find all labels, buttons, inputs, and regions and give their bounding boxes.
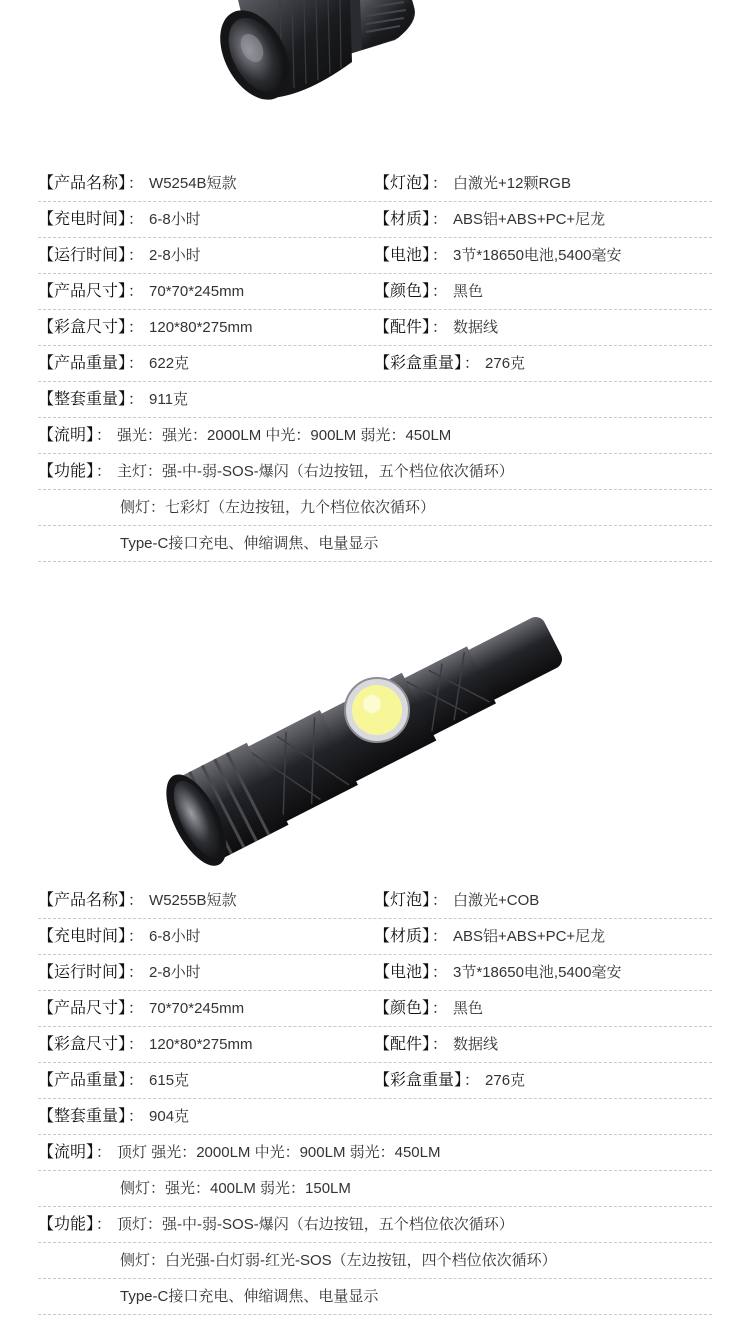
spec-row bbox=[38, 310, 712, 346]
spec-left-value: 911克 bbox=[149, 391, 188, 408]
function-line: Type-C接口充电、伸缩调焦、电量显示 bbox=[120, 535, 379, 552]
function-colon: ： bbox=[96, 1216, 112, 1233]
spec-right-label: 【彩盒重量】 bbox=[374, 1072, 463, 1089]
spec-left-colon: ： bbox=[128, 319, 144, 336]
spec-row bbox=[38, 919, 712, 955]
spec-left-value: 6-8小时 bbox=[149, 211, 201, 228]
spec-row bbox=[38, 382, 712, 418]
spec-row bbox=[38, 991, 712, 1027]
spec-left-label: 【彩盒尺寸】 bbox=[38, 1036, 127, 1053]
spec-left-colon: ： bbox=[128, 211, 144, 228]
product-image-2 bbox=[0, 590, 750, 870]
spec-left-label: 【运行时间】 bbox=[38, 247, 127, 264]
spec-left-cell bbox=[38, 1027, 252, 1063]
spec-left-cell bbox=[38, 238, 201, 274]
spec-row bbox=[38, 1063, 712, 1099]
spec-left-label: 【整套重量】 bbox=[38, 391, 127, 408]
spec-right-colon: ： bbox=[432, 211, 448, 228]
function-row bbox=[38, 490, 712, 526]
flashlight-1-illustration bbox=[0, 0, 750, 170]
spec-left-value: 615克 bbox=[149, 1072, 190, 1089]
function-line: Type-C接口充电、伸缩调焦、电量显示 bbox=[120, 1288, 379, 1305]
spec-right-cell bbox=[374, 346, 525, 382]
lumen-row bbox=[38, 418, 712, 454]
spec-row bbox=[38, 1027, 712, 1063]
lumen-row bbox=[38, 1171, 712, 1207]
spec-left-cell bbox=[38, 1099, 189, 1135]
spec-left-value: 120*80*275mm bbox=[149, 319, 253, 336]
function-row bbox=[38, 1279, 712, 1315]
spec-right-colon: ： bbox=[432, 892, 448, 909]
lumen-label: 【流明】 bbox=[38, 1144, 95, 1161]
spec-right-label: 【配件】 bbox=[374, 319, 431, 336]
spec-right-value: 3节*18650电池,5400毫安 bbox=[453, 247, 622, 264]
spec-left-colon: ： bbox=[128, 247, 144, 264]
spec-left-colon: ： bbox=[128, 964, 144, 981]
spec-row bbox=[38, 955, 712, 991]
function-line: 主灯：强-中-弱-SOS-爆闪（右边按钮，五个档位依次循环） bbox=[117, 463, 514, 480]
spec-left-colon: ： bbox=[128, 1072, 144, 1089]
spec-right-label: 【彩盒重量】 bbox=[374, 355, 463, 372]
spec-right-colon: ： bbox=[464, 355, 480, 372]
spec-left-colon: ： bbox=[128, 892, 144, 909]
spec-row bbox=[38, 883, 712, 919]
function-row bbox=[38, 526, 712, 562]
spec-right-cell bbox=[374, 274, 483, 310]
spec-right-label: 【材质】 bbox=[374, 928, 431, 945]
spec-right-cell bbox=[374, 310, 498, 346]
function-cell bbox=[38, 454, 514, 490]
spec-right-value: ABS铝+ABS+PC+尼龙 bbox=[453, 211, 606, 228]
spec-left-colon: ： bbox=[128, 1108, 144, 1125]
flashlight-1-body bbox=[206, 0, 415, 111]
spec-left-label: 【产品重量】 bbox=[38, 1072, 127, 1089]
spec-right-cell bbox=[374, 166, 571, 202]
spec-row bbox=[38, 274, 712, 310]
spec-row bbox=[38, 166, 712, 202]
function-row bbox=[38, 1207, 712, 1243]
spec-left-label: 【充电时间】 bbox=[38, 928, 127, 945]
spec-right-label: 【颜色】 bbox=[374, 283, 431, 300]
spec-left-cell bbox=[38, 202, 201, 238]
spec-right-colon: ： bbox=[432, 247, 448, 264]
spec-left-label: 【产品名称】 bbox=[38, 175, 127, 192]
spec-right-colon: ： bbox=[432, 283, 448, 300]
spec-left-value: 904克 bbox=[149, 1108, 190, 1125]
spec-left-value: 70*70*245mm bbox=[149, 1000, 245, 1017]
spec-row bbox=[38, 238, 712, 274]
spec-left-cell bbox=[38, 382, 188, 418]
spec-right-label: 【电池】 bbox=[374, 247, 431, 264]
spec-right-cell bbox=[374, 238, 621, 274]
spec-right-value: 白激光+12颗RGB bbox=[453, 175, 571, 192]
spec-right-value: 白激光+COB bbox=[453, 892, 540, 909]
spec-left-label: 【运行时间】 bbox=[38, 964, 127, 981]
spec-left-value: W5254B短款 bbox=[149, 175, 237, 192]
lumen-colon: ： bbox=[96, 427, 112, 444]
spec-left-label: 【产品尺寸】 bbox=[38, 283, 127, 300]
spec-left-colon: ： bbox=[128, 283, 144, 300]
spec-right-colon: ： bbox=[432, 319, 448, 336]
lumen-line: 强光：强光：2000LM 中光：900LM 弱光：450LM bbox=[117, 427, 452, 444]
spec-left-colon: ： bbox=[128, 1000, 144, 1017]
spec-left-cell bbox=[38, 310, 252, 346]
spec-left-colon: ： bbox=[128, 391, 144, 408]
spec-left-label: 【彩盒尺寸】 bbox=[38, 319, 127, 336]
spec-right-value: 276克 bbox=[485, 1072, 526, 1089]
spec-right-colon: ： bbox=[432, 1000, 448, 1017]
function-label: 【功能】 bbox=[38, 463, 95, 480]
spec-left-cell bbox=[38, 919, 201, 955]
lumen-line: 顶灯 强光：2000LM 中光：900LM 弱光：450LM bbox=[117, 1144, 441, 1161]
lumen-row bbox=[38, 1135, 712, 1171]
spec-right-label: 【电池】 bbox=[374, 964, 431, 981]
function-row bbox=[38, 1243, 712, 1279]
spec-right-cell bbox=[374, 883, 539, 919]
spec-left-colon: ： bbox=[128, 1036, 144, 1053]
spec-right-value: 黑色 bbox=[453, 283, 484, 300]
spec-left-value: 70*70*245mm bbox=[149, 283, 245, 300]
spec-left-value: 622克 bbox=[149, 355, 190, 372]
spec-row bbox=[38, 346, 712, 382]
spec-left-cell bbox=[38, 346, 189, 382]
flashlight-2-illustration bbox=[0, 590, 750, 870]
spec-left-cell bbox=[38, 1063, 189, 1099]
spec-right-label: 【颜色】 bbox=[374, 1000, 431, 1017]
spec-left-value: 2-8小时 bbox=[149, 964, 201, 981]
spec-left-label: 【产品名称】 bbox=[38, 892, 127, 909]
spec-left-colon: ： bbox=[128, 175, 144, 192]
function-row bbox=[38, 454, 712, 490]
spec-right-value: 数据线 bbox=[453, 1036, 499, 1053]
lumen-line: 侧灯：强光：400LM 弱光：150LM bbox=[120, 1180, 351, 1197]
function-colon: ： bbox=[96, 463, 112, 480]
lumen-label: 【流明】 bbox=[38, 427, 95, 444]
spec-left-value: W5255B短款 bbox=[149, 892, 237, 909]
spec-table-1 bbox=[38, 166, 712, 562]
function-line: 侧灯：七彩灯（左边按钮，九个档位依次循环） bbox=[120, 499, 436, 516]
spec-left-value: 120*80*275mm bbox=[149, 1036, 253, 1053]
spec-right-cell bbox=[374, 991, 483, 1027]
spec-left-cell bbox=[38, 955, 201, 991]
spec-right-colon: ： bbox=[432, 928, 448, 945]
spec-left-value: 6-8小时 bbox=[149, 928, 201, 945]
spec-left-label: 【整套重量】 bbox=[38, 1108, 127, 1125]
function-cell bbox=[38, 1207, 514, 1243]
spec-right-colon: ： bbox=[432, 964, 448, 981]
spec-right-value: 数据线 bbox=[453, 319, 499, 336]
spec-left-cell bbox=[38, 991, 244, 1027]
spec-right-cell bbox=[374, 1063, 525, 1099]
lumen-cell bbox=[38, 1135, 440, 1171]
spec-left-value: 2-8小时 bbox=[149, 247, 201, 264]
spec-table-2 bbox=[38, 883, 712, 1315]
spec-left-colon: ： bbox=[128, 355, 144, 372]
spec-right-colon: ： bbox=[432, 1036, 448, 1053]
spec-right-cell bbox=[374, 955, 621, 991]
spec-row bbox=[38, 1099, 712, 1135]
function-line: 侧灯：白光强-白灯弱-红光-SOS（左边按钮，四个档位依次循环） bbox=[120, 1252, 557, 1269]
spec-right-value: 276克 bbox=[485, 355, 526, 372]
spec-left-cell bbox=[38, 274, 244, 310]
spec-left-cell bbox=[38, 166, 237, 202]
spec-left-colon: ： bbox=[128, 928, 144, 945]
spec-right-colon: ： bbox=[432, 175, 448, 192]
spec-right-cell bbox=[374, 202, 605, 238]
spec-right-cell bbox=[374, 919, 605, 955]
spec-right-colon: ： bbox=[464, 1072, 480, 1089]
cob-light bbox=[345, 678, 409, 742]
spec-right-label: 【灯泡】 bbox=[374, 175, 431, 192]
spec-left-label: 【产品尺寸】 bbox=[38, 1000, 127, 1017]
spec-right-value: 3节*18650电池,5400毫安 bbox=[453, 964, 622, 981]
spec-left-label: 【产品重量】 bbox=[38, 355, 127, 372]
spec-right-label: 【材质】 bbox=[374, 211, 431, 228]
product-image-1 bbox=[0, 0, 750, 170]
spec-right-value: 黑色 bbox=[453, 1000, 484, 1017]
spec-right-value: ABS铝+ABS+PC+尼龙 bbox=[453, 928, 606, 945]
spec-right-label: 【配件】 bbox=[374, 1036, 431, 1053]
spec-left-label: 【充电时间】 bbox=[38, 211, 127, 228]
function-label: 【功能】 bbox=[38, 1216, 95, 1233]
function-line: 顶灯：强-中-弱-SOS-爆闪（右边按钮，五个档位依次循环） bbox=[117, 1216, 514, 1233]
spec-row bbox=[38, 202, 712, 238]
spec-right-cell bbox=[374, 1027, 498, 1063]
lumen-colon: ： bbox=[96, 1144, 112, 1161]
lumen-cell bbox=[38, 418, 451, 454]
spec-right-label: 【灯泡】 bbox=[374, 892, 431, 909]
spec-left-cell bbox=[38, 883, 237, 919]
